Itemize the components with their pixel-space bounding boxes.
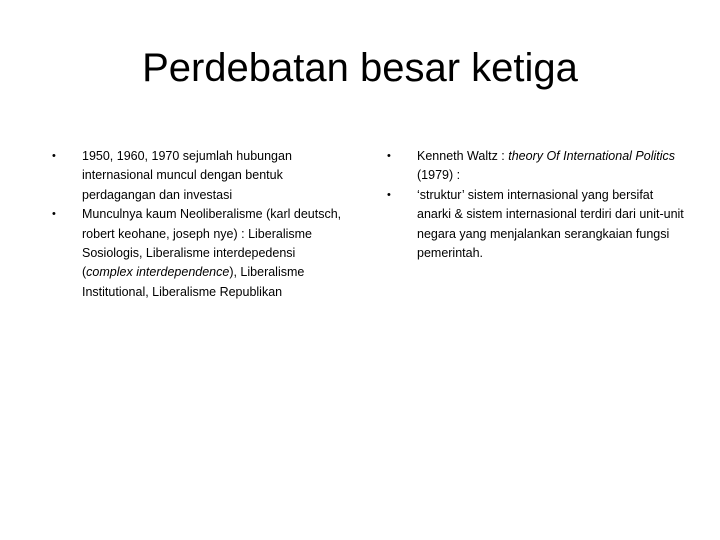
list-item-text: ‘struktur’ sistem internasional yang bersifat anarki & sistem internasional terdiri dari unit-unit negara yang menjalankan serangkaian fungsi pemerintah.: [417, 187, 684, 261]
italic-text-segment: theory Of International Politics: [508, 149, 675, 163]
bullet-icon: •: [52, 208, 56, 221]
list-item: [52, 205, 342, 302]
text-segment: ), Liberalisme Institutional, Liberalisme Republikan: [82, 265, 305, 299]
text-segment: (1979) :: [417, 168, 461, 183]
left-column-list: [52, 147, 342, 302]
bullet-icon: •: [387, 188, 391, 201]
italic-text-segment: complex interdependence: [86, 265, 230, 280]
bullet-icon: •: [387, 150, 391, 162]
list-item: [387, 186, 687, 264]
list-item-text: [417, 147, 687, 186]
list-item: [387, 147, 687, 186]
right-column-list: [387, 147, 687, 263]
bullet-icon: •: [52, 150, 56, 162]
list-item-text: 1950, 1960, 1970 sejumlah hubungan internasional muncul dengan bentuk perdagangan dan investasi: [82, 149, 292, 202]
text-segment: Munculnya kaum Neoliberalisme (karl deutsch, robert keohane, joseph nye) : Liberalisme Sosiologis, Liberalisme interdepedensi (: [82, 207, 342, 280]
list-item: [52, 147, 342, 205]
text-segment: Kenneth Waltz :: [417, 149, 509, 163]
slide-title: Perdebatan besar ketiga: [142, 46, 578, 90]
list-item-text: [82, 205, 342, 302]
